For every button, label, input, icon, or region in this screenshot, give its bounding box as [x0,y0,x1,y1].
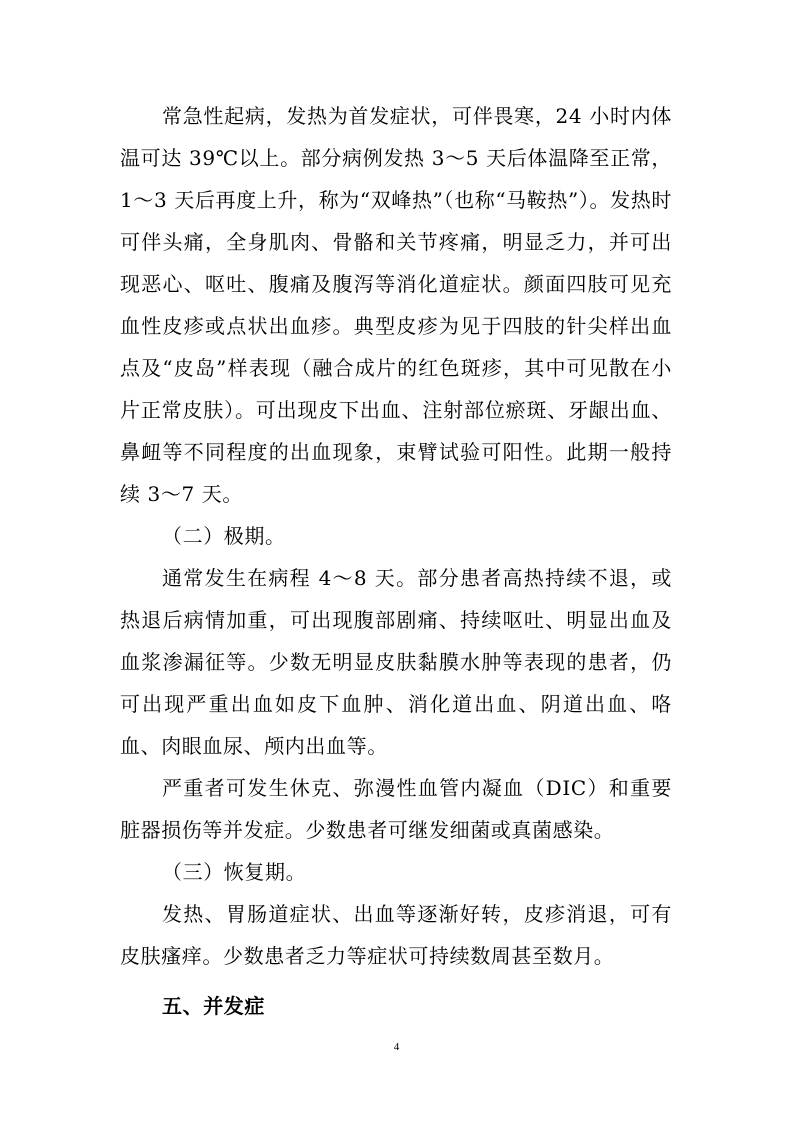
paragraph-critical-phase: 通常发生在病程 4～8 天。部分患者高热持续不退，或热退后病情加重，可出现腹部剧痛、持续呕吐、明显出血及血浆渗漏征等。少数无明显皮肤黏膜水肿等表现的患者，仍可出现严重出血如皮下血肿、消化道出血、阴道出血、咯血、肉眼血尿、颅内出血等。 [120,566,672,758]
section-heading-complications: 五、并发症 [162,994,265,1018]
document-body [120,95,672,1027]
page-number: 4 [393,1041,400,1053]
paragraph-recovery-phase: 发热、胃肠道症状、出血等逐渐好转，皮疹消退，可有皮肤瘙痒。少数患者乏力等症状可持续数周甚至数月。 [120,902,672,968]
subheading-recovery-phase: （三）恢复期。 [162,860,307,884]
subheading-critical-phase: （二）极期。 [162,524,286,548]
paragraph-febrile-phase: 常急性起病，发热为首发症状，可伴畏寒，24 小时内体温可达 39℃以上。部分病例发热 3～5 天后体温降至正常，1～3 天后再度上升，称为“双峰热”（也称“马鞍热”）。发热时可伴头痛，全身肌肉、骨骼和关节疼痛，明显乏力，并可出现恶心、呕吐、腹痛及腹泻等消化道症状。颜面四肢可见充血性皮疹或点状出血疹。典型皮疹为见于四肢的针尖样出血点及“皮岛”样表现（融合成片的红色斑疹，其中可见散在小片正常皮肤）。可出现皮下出血、注射部位瘀斑、牙龈出血、鼻衄等不同程度的出血现象，束臂试验可阳性。此期一般持续 3～7 天。 [120,104,672,506]
paragraph-severe-cases: 严重者可发生休克、弥漫性血管内凝血（DIC）和重要脏器损伤等并发症。少数患者可继发细菌或真菌感染。 [120,776,672,842]
